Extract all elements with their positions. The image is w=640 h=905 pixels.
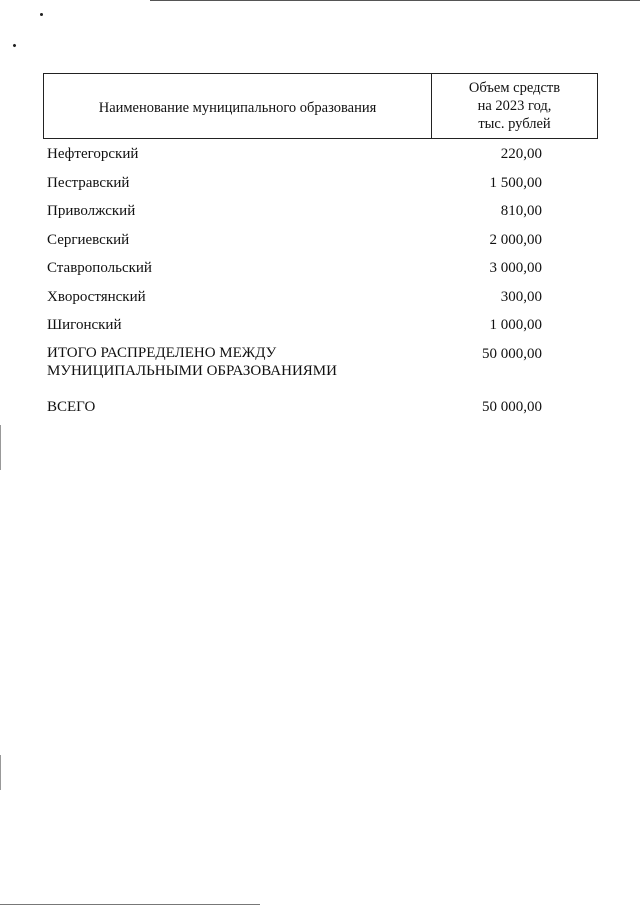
scan-speck xyxy=(40,13,43,16)
scan-speck xyxy=(12,43,16,47)
total-amount: 50 000,00 xyxy=(482,345,542,362)
municipality-name: Шигонский xyxy=(47,317,122,333)
header-amount: Объем средств на 2023 год, тыс. рублей xyxy=(468,80,561,132)
municipality-name: Сергиевский xyxy=(47,231,130,248)
table-body xyxy=(47,144,567,421)
grand-total-label: ВСЕГО xyxy=(47,398,96,415)
table-row xyxy=(47,315,567,344)
amount-value: 300,00 xyxy=(500,288,542,305)
municipality-name: Ставропольский xyxy=(47,260,152,276)
table-header xyxy=(43,73,598,139)
municipality-name: Приволжский xyxy=(47,203,136,219)
table-row xyxy=(47,230,567,259)
amount-value: 2 000,00 xyxy=(489,231,542,248)
municipality-name: Пестравский xyxy=(47,174,130,191)
table-row xyxy=(47,258,567,287)
municipality-name: Хворостянский xyxy=(47,288,146,305)
scan-edge-line xyxy=(0,425,1,470)
table-row xyxy=(47,287,567,316)
grand-total-amount: 50 000,00 xyxy=(482,398,542,415)
amount-value: 220,00 xyxy=(500,146,542,162)
table-row xyxy=(47,173,567,202)
total-row xyxy=(47,344,567,397)
amount-value: 1 500,00 xyxy=(489,174,542,191)
table-row xyxy=(47,144,567,173)
amount-value: 1 000,00 xyxy=(489,317,542,333)
table-row xyxy=(47,201,567,230)
scan-edge-line xyxy=(0,755,1,790)
header-municipality: Наименование муниципального образования xyxy=(44,74,432,138)
grand-total-row xyxy=(47,397,567,421)
municipality-name: Нефтегорский xyxy=(47,146,139,162)
amount-value: 3 000,00 xyxy=(489,260,542,276)
scan-edge-line xyxy=(150,0,640,1)
total-label: ИТОГО РАСПРЕДЕЛЕНО МЕЖДУ МУНИЦИПАЛЬНЫМИ ОБРАЗОВАНИЯМИ xyxy=(47,344,337,379)
amount-value: 810,00 xyxy=(500,203,542,219)
